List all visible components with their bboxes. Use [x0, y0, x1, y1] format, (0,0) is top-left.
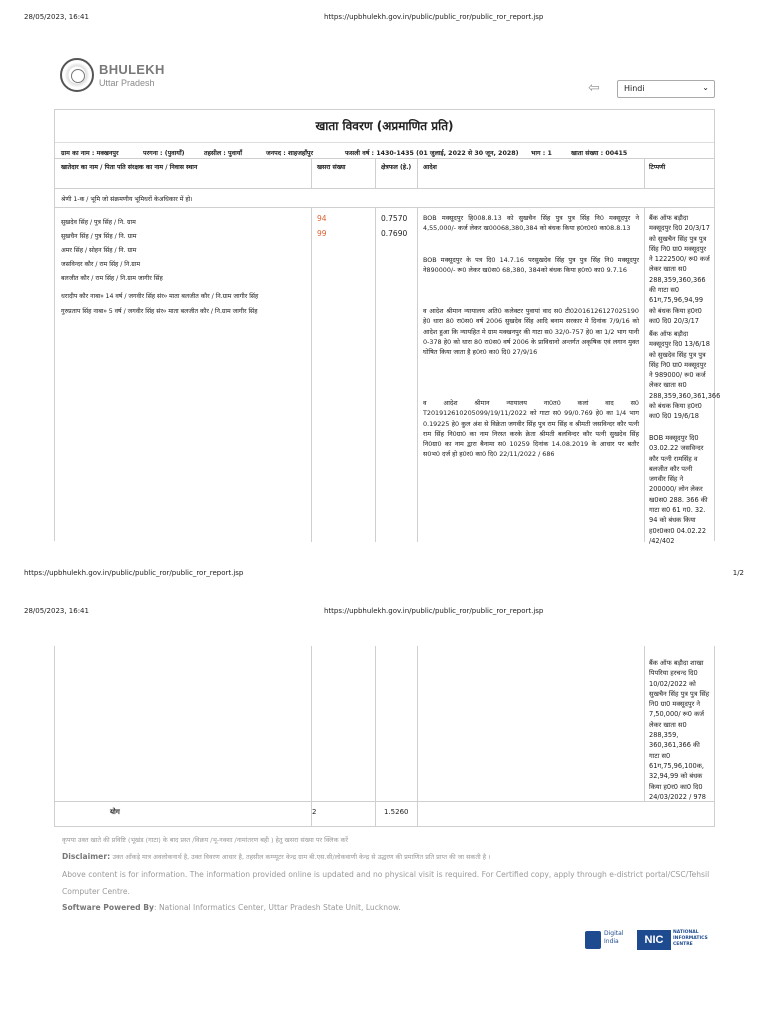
disclaimer-label: Disclaimer:	[62, 852, 111, 861]
digital-india-logo	[585, 930, 631, 950]
print-header	[24, 13, 744, 27]
meta-bhag: भाग : 1	[531, 150, 552, 157]
col-owner-header: खातेदार का नाम / पिता पति संरक्षक का नाम / निवास स्थान	[61, 164, 198, 171]
powered-text: : National Informatics Center, Uttar Pradesh State Unit, Lucknow.	[153, 903, 401, 912]
order-entry: व आदेश श्रीमान न्यायालय ना0त0 कलां वाद स0 T201912610205099/19/11/2022 को गाटा स0 99/0.769 हे0 का 1/4 भाग 0.19225 हे0 कुल अंश से विक्रेता जगवीर सिंह पुत्र राम सिंह व श्रीमती जसविन्दर कौर पत्नी राम सिंह नि0ग्रा0 का नाम निरस्त करके क्रेता श्रीमती बलविन्दर कौर पत्नी सुखदेव सिंह नि0ग्रा0 का नाम द्वारा बैनामा स0 10259 दिनांक 14.08.2019 के आधार पर बतौर स0भ0 दर्ज हो ह0र0 का0 दि0 22/11/2022 / 686	[423, 399, 639, 459]
col-khasra-header: खसरा संख्या	[317, 164, 346, 171]
chevron-down-icon: ⌄	[702, 83, 709, 92]
nic-short: NIC	[637, 930, 671, 950]
nic-full: NATIONAL INFORMATICS CENTRE	[673, 930, 708, 947]
col-remarks-header: टिप्पणी	[649, 164, 666, 171]
report-card-continued	[54, 646, 715, 827]
info-note: Above content is for information. The information provided online is updated and no physical visit is required. For Certified copy, apply through e-district portal/CSC/Tehsil Computer Centre.	[62, 870, 710, 896]
meta-village: ग्राम का नाम : मक्खनपुर	[61, 150, 119, 157]
total-label: योग	[110, 808, 120, 816]
nic-logo	[637, 930, 707, 950]
owner-name: अमर सिंह / सोहन सिंह / नि. ग्राम	[61, 247, 137, 254]
order-entry: व आदेश श्रीमान न्यायालय अति0 कलेक्टर पुवायां वाद स0 टी0201612612702519​0 हे0 धारा 80 रा0स0 वर्ष 2006 सुखदेव सिंह आदि बनाम सरकार मे दिनांक 7/9/16 को आदेश हुआ कि न्यायहित मे ग्राम मक्खनपुर की गाटा स0 32/0-757 हे0 का 1/2 भाग यानी 0-378 हे0 को धारा 80 रा0स0 वर्ष 2006 के प्राविधानो अन्तर्गत अकृषिक एवं लगान मुक्त घोषित किया जाता है ह0र0 का0 दि0 27/9/16	[423, 307, 639, 357]
owner-name: सुखदेव सिंह / पुत्र सिंह / नि. ग्राम	[61, 219, 136, 226]
owner-name: गुरुप्रताप सिंह नाबा० 5 वर्ष / जगवीर सिंह संर० माता बलजीत कौर / नि.ग्राम जागीर सिंह	[61, 308, 258, 315]
digital-india-text: Digital India	[604, 930, 624, 945]
owner-name: धरादीप कौर नाबा० 14 वर्ष / जगवीर सिंह संर० माता बलजीत कौर / नि.ग्राम जागीर सिंह	[61, 293, 259, 300]
meta-tehsil: तहसील : पुवायाँ	[204, 150, 242, 157]
owner-name: सुखचैन सिंह / पुत्र सिंह / नि. ग्राम	[61, 233, 137, 240]
disclaimer-text: उक्त आँकड़े मात्र अवलोकनार्थ है, उक्त विवरण आधार है, तहसील कम्प्यूटर केन्द्र ग्राम बी.एस.सी/लोकवाणी केन्द्र से उद्धरण की प्रमाणित प्रति प्राप्त की जा सकती है ।	[112, 853, 491, 861]
digital-india-icon	[585, 931, 601, 949]
meta-district: जनपद : शाहजहाँपुर	[266, 150, 314, 157]
meta-pargana: परगना : (पुवायाँ)	[143, 150, 185, 157]
owner-name: जसविन्दर कौर / राम सिंह / नि.ग्राम	[61, 261, 141, 268]
col-area-header: क्षेत्रफल (हे.)	[381, 164, 412, 171]
brand-state: Uttar Pradesh	[99, 78, 155, 88]
powered-by	[62, 902, 712, 914]
report-card	[54, 109, 721, 545]
print-url: https://upbhulekh.gov.in/public/public_ror/public_ror_report.jsp	[324, 607, 544, 615]
print-date: 28/05/2023, 16:41	[24, 13, 89, 21]
remark-entry: BOB मक्सूदपुर दि0 03.02.22 जसविन्दर कौर पत्नी रामसिंह व बलजीत कौर पत्नी जगवीर सिंह ने 200000/ लोन लेकर ख0स0 288. 366 की गाटा स0 61 ग0. 32. 94 को बंधक किया ह0र0का0 04.02.22 /42/402	[649, 434, 708, 545]
report-title: खाता विवरण (अप्रमाणित प्रति)	[55, 110, 714, 143]
instruction-note: कृपया उक्त खाते की प्रविष्टि (भूखंड (गाटा) के बाद प्रस्त /विक्रय /भू-नक्शा /नामांतरण बही ) हेतु खसरा संख्या पर क्लिक करें	[62, 836, 349, 844]
print-url: https://upbhulekh.gov.in/public/public_ror/public_ror_report.jsp	[24, 569, 244, 577]
print-page-number: 1/2	[732, 569, 744, 577]
category-row: श्रेणी 1-क / भूमि जो संक्रमणीय भूमिधरों केअधिकार में हो।	[61, 196, 193, 203]
print-date: 28/05/2023, 16:41	[24, 607, 89, 615]
khasra-link[interactable]: 94	[317, 214, 327, 223]
khasra-link[interactable]: 99	[317, 229, 327, 238]
plot-area: 0.7690	[381, 229, 408, 238]
language-select[interactable]	[617, 80, 715, 98]
remark-entry: बैंक ऑफ बड़ौदा मक्सूदपुर दि0 13/6/18 को सुखदेव सिंह पुत्र पुत्र सिंह नि0 ग्रा0 मक्सूदपुर ने 989000/ रू0 कर्ज लेकर खाता स0 288,359,360,361,366 को बंधक किया ह0र0 का0 दि0 19/6/18	[649, 330, 721, 421]
remark-entry: बैंक ऑफ बड़ौदा शाखा पिपरिया हरचन्द दि0 10/02/2022 को सुखचैन सिंह पुत्र पुत्र सिंह नि0 ग्रा0 मक्सूदपुर ने 7,50,000/ रू0 कर्ज लेकर खाता स0 288,359, 360,361,366 की गाटा स0 61ग,75,96,100क, 32,94,99 को बंधक किया ह0र0 का0 दि0 24/03/2022 / 978	[649, 659, 710, 801]
order-entry: BOB मक्सूदपुर हि008.8.13 को सुखचैन सिंह पुत्र पुत्र सिंह नि0 मक्सूदपुर ने 4,55,000/- कर्ज लेकर ख00068,380,384 को बंधक किया ह0र0र0 का08.8.13	[423, 214, 639, 233]
owner-name: बलजीत कौर / राम सिंह / नि.ग्राम जागीर सिंह	[61, 275, 163, 282]
disclaimer	[62, 851, 712, 863]
language-selected: Hindi	[624, 84, 645, 93]
col-order-header: आदेश	[423, 164, 437, 171]
meta-fasli: फसली वर्ष : 1430-1435 (01 जुलाई, 2022 से 30 जून, 2028)	[345, 150, 519, 157]
order-entry: BOB मक्सूदपुर के पत्र दि0 14.7.16 परसुखदेव सिंह पुत्र पुत्र सिंह नि0 मक्सूदपुर ने890000/- रू0 लेकर ख0स0 68,380, 384को बंधक किया ह0र0 का0 9.7.16	[423, 256, 639, 275]
print-footer	[24, 569, 744, 583]
print-url: https://upbhulekh.gov.in/public/public_ror/public_ror_report.jsp	[324, 13, 544, 21]
remark-entry: बैंक ऑफ बड़ौदा मक्सूदपुर दि0 20/3/17 को सुखचैन सिंह पुत्र पुत्र सिंह नि0 ग्रा0 मक्सूदपुर ने 1222500/ रू0 कर्ज लेकर खाता स0 288,359,360,366 की गाटा स0 61ग,75,96,94,99 को बंधक किया ह0र0 का0 दि0 20/3/17	[649, 214, 710, 325]
total-count: 2	[312, 808, 317, 816]
back-arrow-icon[interactable]: ⇦	[588, 80, 600, 96]
meta-khata: खाता संख्या : 00415	[571, 150, 628, 157]
up-emblem-icon	[60, 58, 94, 92]
plot-area: 0.7570	[381, 214, 408, 223]
brand-name: BHULEKH	[99, 62, 165, 77]
total-area: 1.5260	[384, 808, 409, 816]
powered-label: Software Powered By	[62, 903, 154, 912]
print-header	[24, 607, 744, 621]
